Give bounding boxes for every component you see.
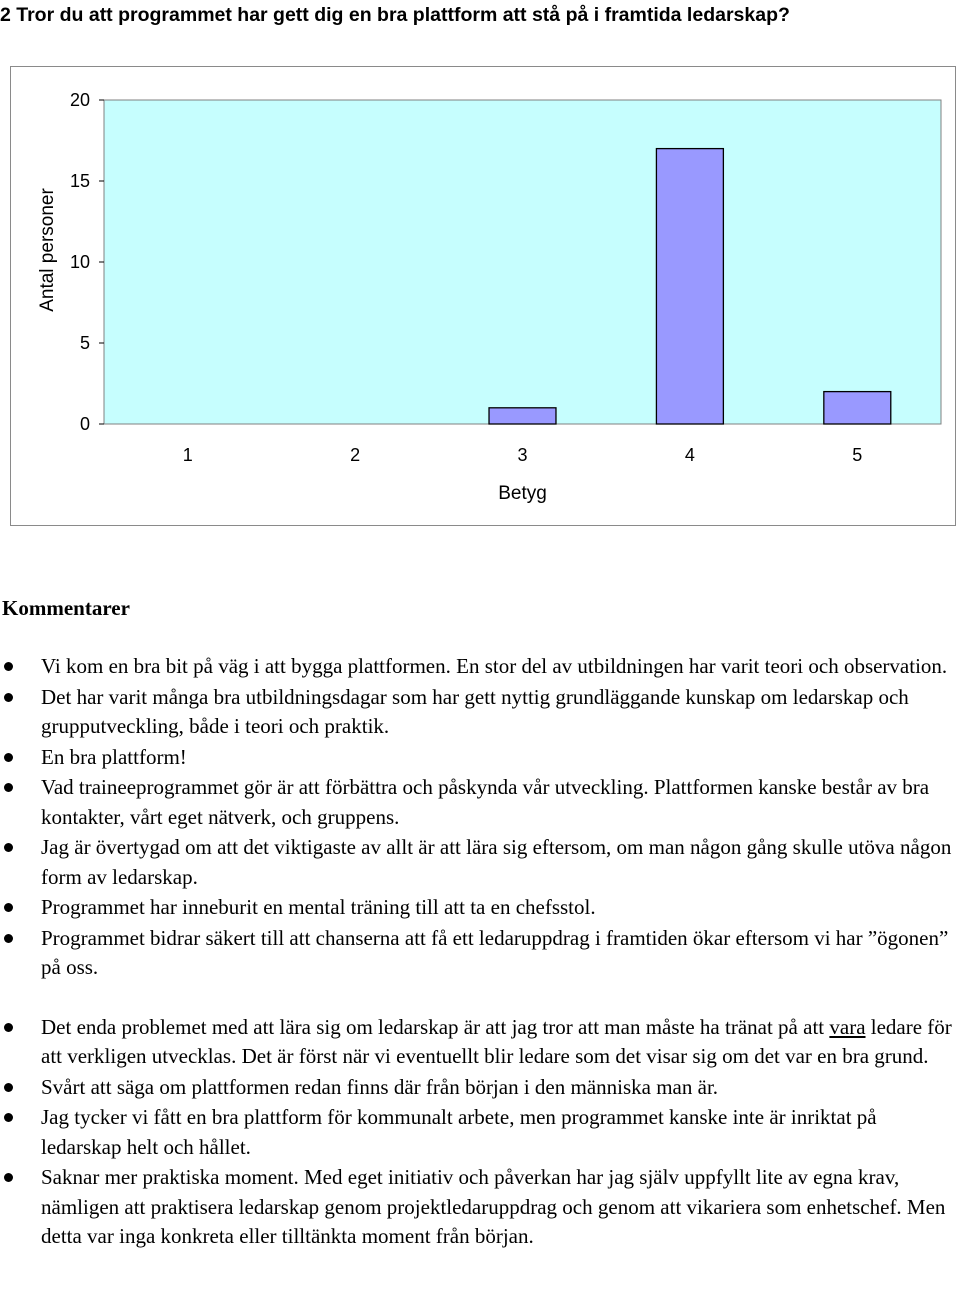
comment-text: Det har varit många bra utbildningsdagar som har gett nyttig grundläggande kunskap om ledarskap och grupputveckling, både i teori och praktik. — [41, 684, 909, 738]
bullet-icon — [4, 934, 13, 943]
bullet-icon — [4, 693, 13, 702]
comment-text: Svårt att säga om plattformen redan finns där från början i den människa man är. — [41, 1074, 719, 1099]
comment-item — [0, 652, 960, 682]
x-tick-label: 1 — [182, 445, 193, 465]
bullet-icon — [4, 1023, 13, 1032]
comment-text: Jag tycker vi fått en bra plattform för kommunalt arbete, men programmet kanske inte är inriktat på ledarskap helt och hållet. — [41, 1105, 877, 1159]
comment-text: Programmet bidrar säkert till att chanserna att få ett ledaruppdrag i framtiden ökar eftersom vi har ”ögonen” på oss. — [41, 925, 949, 979]
x-tick-label: 4 — [684, 445, 695, 465]
comment-item — [0, 1163, 960, 1252]
x-axis-title: Betyg — [498, 483, 547, 504]
y-tick-label: 10 — [69, 252, 90, 272]
comment-text: Programmet har inneburit en mental träning till att ta en chefsstol. — [41, 895, 596, 919]
comment-text: Jag är övertygad om att det viktigaste av allt är att lära sig eftersom, om man någon gång skulle utöva någon form av ledarskap. — [41, 835, 952, 889]
comment-item — [0, 1073, 960, 1103]
comment-item — [0, 683, 960, 742]
comment-text: Vad traineeprogrammet gör är att förbättra och påskynda vår utveckling. Plattformen kanske består av bra kontakter, vårt eget nätverk, och gruppens. — [41, 775, 930, 829]
comment-text: En bra plattform! — [41, 744, 187, 769]
x-tick-label: 3 — [517, 445, 528, 465]
bullet-icon — [4, 783, 13, 792]
bar-3 — [489, 408, 556, 424]
x-tick-label: 5 — [852, 445, 863, 465]
y-axis-title: Antal personer — [37, 188, 58, 312]
y-tick-label: 5 — [79, 333, 90, 353]
comments-list — [0, 652, 960, 1253]
question-heading: 2 Tror du att programmet har gett dig en bra plattform att stå på i framtida ledarskap? — [0, 4, 790, 26]
bullet-icon — [4, 1113, 13, 1122]
plot-area — [104, 100, 941, 424]
comment-item — [0, 1103, 960, 1162]
comments-title: Kommentarer — [2, 596, 130, 620]
bullet-icon — [4, 753, 13, 762]
chart-svg — [11, 67, 957, 527]
y-tick-label: 20 — [69, 90, 90, 110]
bullet-icon — [4, 903, 13, 912]
comment-text: Vi kom en bra bit på väg i att bygga plattformen. En stor del av utbildningen har varit teori och observation. — [41, 654, 948, 678]
bar-chart — [10, 66, 956, 526]
comment-item — [0, 924, 960, 983]
bullet-icon — [4, 1173, 13, 1182]
comment-item — [0, 833, 960, 892]
y-tick-label: 0 — [79, 414, 90, 434]
comment-text-part: ledare för att verkligen utvecklas. Det är först när vi eventuellt blir ledare som det visar sig om det var en bra grund. — [41, 1014, 952, 1068]
comment-text: Saknar mer praktiska moment. Med eget initiativ och påverkan har jag själv uppfyllt lite av egna krav, nämligen att praktisera ledarskap genom projektledaruppdrag och genom att vikariera som enhetschef. Men detta var inga konkreta eller tilltänkta moment från början. — [41, 1165, 946, 1248]
bar-4 — [656, 149, 723, 424]
y-tick-label: 15 — [69, 171, 90, 191]
bar-5 — [824, 392, 891, 424]
comment-item — [0, 743, 960, 773]
comment-item — [0, 773, 960, 832]
bullet-icon — [4, 1083, 13, 1092]
comment-item — [0, 1013, 960, 1072]
comment-item — [0, 893, 960, 923]
comment-text-part: Det enda problemet med att lära sig om ledarskap är att jag tror att man måste ha tränat på att — [41, 1014, 830, 1039]
comment-underlined-word: vara — [829, 1014, 866, 1039]
x-tick-label: 2 — [350, 445, 361, 465]
bullet-icon — [4, 843, 13, 852]
bullet-icon — [4, 662, 13, 671]
